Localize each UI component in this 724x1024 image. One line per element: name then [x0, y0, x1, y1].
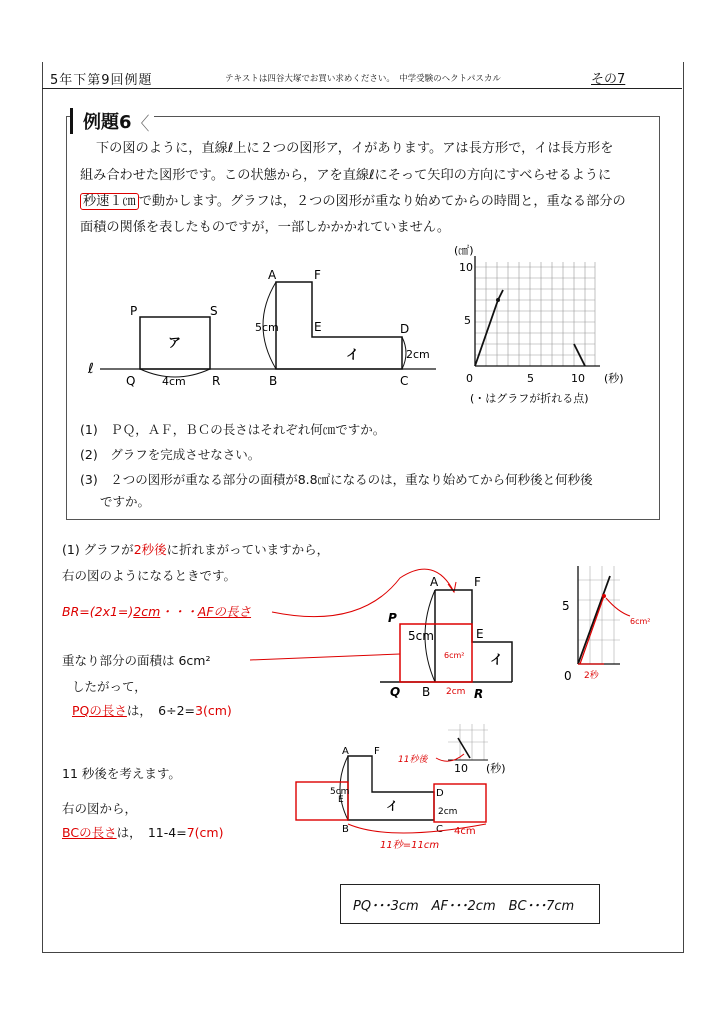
svg-text:C: C — [436, 824, 443, 835]
final-answer: PQ･･･3cm AF･･･2cm BC･･･7cm — [353, 899, 575, 914]
svg-text:C: C — [400, 374, 409, 388]
svg-text:ア: ア — [168, 336, 182, 351]
svg-text:R: R — [212, 374, 221, 388]
solution-from-figure: 右の図から， — [62, 801, 138, 816]
svg-text:B: B — [342, 824, 349, 835]
solution-11s: 11 秒後を考えます。 — [62, 766, 181, 781]
svg-text:F: F — [474, 575, 481, 589]
speed-highlight: 秒速１㎝ — [80, 193, 139, 210]
svg-text:5: 5 — [562, 599, 570, 613]
solution-graph-2 — [558, 562, 668, 688]
svg-text:2cm: 2cm — [446, 687, 466, 697]
svg-text:D: D — [436, 788, 444, 799]
svg-text:Q: Q — [126, 374, 136, 388]
svg-text:P: P — [388, 611, 397, 625]
question-3-a: (3) ２つの図形が重なる部分の面積が8.8㎠になるのは，重なり始めてから何秒後と何秒後 — [80, 472, 593, 487]
svg-text:イ: イ — [386, 799, 399, 813]
solution-line-2: 右の図のようになるときです。 — [62, 568, 237, 583]
svg-text:5: 5 — [464, 314, 471, 327]
svg-text:4cm: 4cm — [454, 826, 476, 837]
solution-figure-3 — [290, 720, 530, 854]
solution-line-1: (1) グラフが2秒後に折れまがっていますから， — [62, 542, 330, 557]
solution-overlap: 重なり部分の面積は 6cm² — [62, 653, 211, 668]
svg-text:E: E — [476, 627, 484, 641]
problem-title: 例題6 〈 — [70, 108, 154, 134]
svg-text:E: E — [314, 320, 322, 334]
svg-text:E: E — [338, 795, 344, 805]
svg-text:(㎠): (㎠) — [454, 244, 474, 257]
solution-therefore: したがって， — [72, 679, 147, 694]
svg-text:A: A — [430, 575, 439, 589]
problem-line-1: 下の図のように，直線ℓ上に２つの図形ア，イがあります。アは長方形で，イは長方形を — [96, 141, 614, 156]
header-title: 5年下第9回例題 — [50, 73, 153, 88]
svg-text:10: 10 — [454, 762, 468, 775]
svg-text:6cm²: 6cm² — [630, 617, 651, 626]
svg-text:5cm: 5cm — [408, 629, 434, 643]
svg-text:A: A — [342, 746, 349, 757]
svg-text:F: F — [374, 746, 380, 757]
svg-text:11秒後: 11秒後 — [398, 755, 428, 765]
header-note: テキストは四谷大塚でお買い求めください。 中学受験のヘクトパスカル — [225, 74, 501, 84]
solution-pq: PQの長さは， 6÷2=3(cm) — [72, 703, 232, 718]
problem-line-2: 組み合わせた図形です。この状態から，アを直線ℓにそって矢印の方向にすべらせるように — [80, 168, 612, 183]
svg-text:R: R — [474, 687, 484, 701]
svg-text:10: 10 — [459, 261, 473, 274]
problem-graph — [448, 240, 648, 412]
svg-text:(秒): (秒) — [604, 372, 624, 385]
svg-text:2秒: 2秒 — [584, 671, 599, 681]
solution-figure-2 — [380, 570, 520, 702]
header-page: その7 — [591, 72, 626, 87]
problem-line-3: 秒速１㎝ で動かします。グラフは，２つの図形が重なり始めてからの時間と，重なる部分の — [80, 188, 655, 215]
svg-text:A: A — [268, 268, 277, 282]
svg-text:B: B — [269, 374, 278, 388]
svg-text:イ: イ — [490, 653, 504, 668]
solution-bc: BCの長さは， 11-4=7(cm) — [62, 825, 224, 840]
svg-text:S: S — [210, 304, 218, 318]
svg-text:(・はグラフが折れる点): (・はグラフが折れる点) — [470, 392, 589, 405]
problem-line-4: 面積の関係を表したものですが，一部しかかかれていません。 — [80, 220, 451, 235]
svg-text:P: P — [130, 304, 138, 318]
svg-text:F: F — [314, 268, 321, 282]
svg-text:ℓ: ℓ — [88, 361, 94, 377]
header-rule — [42, 88, 682, 89]
svg-text:2cm: 2cm — [438, 807, 458, 817]
question-3-b: ですか。 — [100, 494, 151, 509]
problem-figure — [80, 265, 440, 395]
svg-text:(秒): (秒) — [486, 762, 506, 775]
svg-text:0: 0 — [466, 372, 473, 385]
question-1: (1) ＰＱ，ＡＦ，ＢＣの長さはそれぞれ何㎝ですか。 — [80, 422, 386, 437]
svg-text:Q: Q — [390, 685, 401, 699]
svg-text:10: 10 — [571, 372, 585, 385]
question-2: (2) グラフを完成させなさい。 — [80, 447, 261, 462]
svg-text:5: 5 — [527, 372, 534, 385]
svg-text:6cm²: 6cm² — [444, 651, 465, 660]
svg-text:4cm: 4cm — [162, 375, 186, 388]
svg-text:B: B — [422, 685, 431, 699]
svg-text:D: D — [400, 322, 410, 336]
svg-text:0: 0 — [564, 669, 572, 683]
svg-text:5cm: 5cm — [255, 321, 279, 334]
svg-text:5cm: 5cm — [330, 787, 350, 797]
solution-br: BR=(2x1=)2cm・・・AFの長さ — [62, 604, 252, 619]
final-answer-box — [340, 884, 600, 924]
svg-text:2cm: 2cm — [406, 348, 430, 361]
svg-text:11秒=11cm: 11秒=11cm — [380, 840, 440, 851]
svg-text:イ: イ — [346, 348, 360, 363]
